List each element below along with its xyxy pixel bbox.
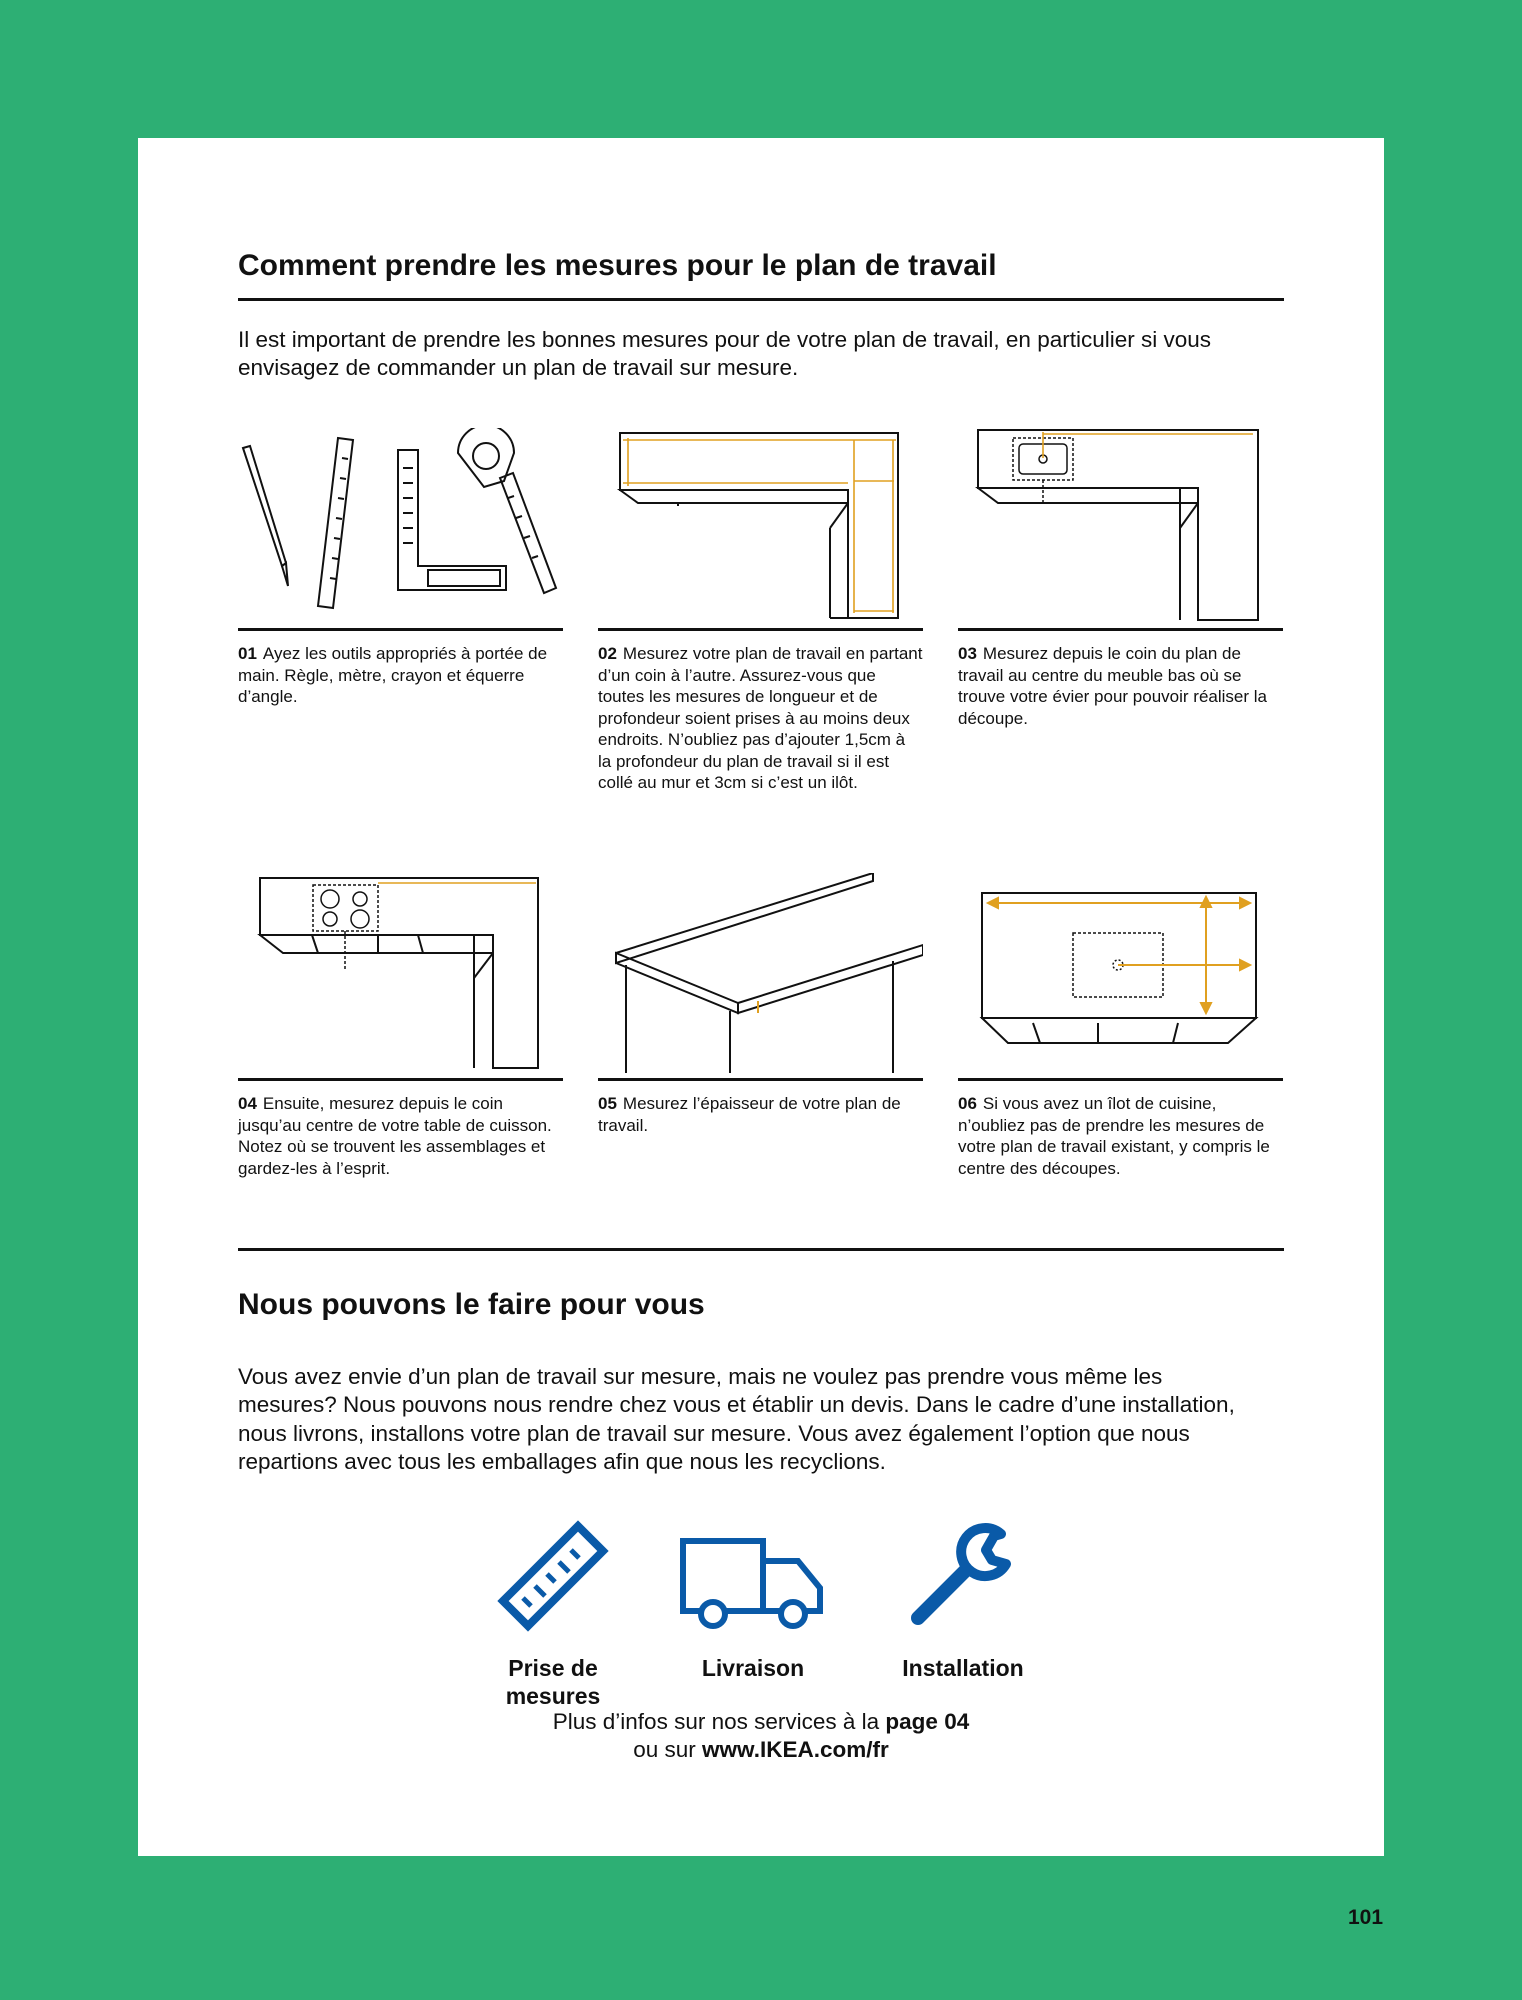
step-divider	[598, 1078, 923, 1081]
page-link[interactable]: page 04	[885, 1709, 970, 1734]
service-measure	[473, 1516, 633, 1710]
page-title: Comment prendre les mesures pour le plan de travail	[238, 249, 997, 282]
step-divider	[958, 1078, 1283, 1081]
truck-icon	[678, 1516, 828, 1636]
page-sheet	[138, 138, 1384, 1856]
island-measure-illustration	[958, 873, 1283, 1078]
tools-illustration	[238, 428, 563, 628]
thickness-illustration	[598, 873, 923, 1078]
content	[238, 248, 1284, 1763]
step-divider	[238, 628, 563, 631]
step-05	[598, 873, 923, 1136]
steps-grid	[238, 428, 1284, 1178]
service-installation	[883, 1516, 1043, 1682]
step-04	[238, 873, 563, 1179]
section-divider	[238, 1248, 1284, 1251]
service-label-line1: Installation	[902, 1655, 1024, 1681]
more-info-text: Plus d’infos sur nos services à la	[552, 1709, 886, 1734]
step-divider	[958, 628, 1283, 631]
more-info	[238, 1708, 1284, 1765]
step-03	[958, 428, 1283, 729]
step-number: 02	[598, 644, 617, 663]
intro-paragraph: Il est important de prendre les bonnes mesures pour de votre plan de travail, en particulier si vous envisagez de commander un plan de travail sur mesure.	[238, 327, 1212, 381]
step-text: Mesurez l’épaisseur de votre plan de travail.	[598, 1094, 901, 1135]
sink-measure-illustration	[958, 428, 1283, 628]
section-title: Nous pouvons le faire pour vous	[238, 1288, 705, 1321]
step-02	[598, 428, 923, 794]
service-label-line1: Livraison	[701, 1655, 805, 1681]
services-row	[473, 1516, 1073, 1710]
step-01	[238, 428, 563, 708]
page-number: 101	[1348, 1906, 1384, 1929]
step-text: Ensuite, mesurez depuis le coin jusqu’au centre de votre table de cuisson. Notez où se trouvent les assemblages et gardez-les à l’esprit.	[238, 1094, 552, 1178]
step-number: 04	[238, 1094, 257, 1113]
step-number: 01	[238, 644, 257, 663]
section-paragraph: Vous avez envie d’un plan de travail sur mesure, mais ne voulez pas prendre vous même les mesures? Nous pouvons nous rendre chez vous et établir un devis. Dans le cadre d’une installation, nous livrons, installons votre plan de travail sur mesure. Vous avez également l’option que nous repartions avec tous les emballages afin que nous les recyclions.	[238, 1364, 1235, 1475]
step-divider	[238, 1078, 563, 1081]
step-text: Si vous avez un îlot de cuisine, n’oubliez pas de prendre les mesures de votre plan de travail existant, y compris le centre des découpes.	[958, 1094, 1270, 1178]
wrench-icon	[903, 1516, 1023, 1636]
more-info-text: ou sur	[633, 1737, 703, 1763]
service-label-line1: Prise de	[508, 1655, 598, 1681]
cooktop-measure-illustration	[238, 873, 563, 1078]
step-number: 03	[958, 644, 977, 663]
l-counter-measure-illustration	[598, 428, 923, 628]
website-link[interactable]: www.IKEA.com/fr	[702, 1737, 889, 1763]
ruler-icon	[493, 1516, 613, 1636]
title-divider	[238, 298, 1284, 301]
step-number: 06	[958, 1094, 977, 1113]
step-06	[958, 873, 1283, 1179]
step-text: Mesurez votre plan de travail en partant d’un coin à l’autre. Assurez-vous que toutes les mesures de longueur et de profondeur soient prises à au moins deux endroits. N’oubliez pas d’ajouter 1,5cm à la profondeur du plan de travail si il est collé au mur et 3cm si c’est un ilôt.	[598, 644, 923, 793]
step-text: Mesurez depuis le coin du plan de travail au centre du meuble bas où se trouve votre évier pour pouvoir réaliser la découpe.	[958, 644, 1267, 728]
step-text: Ayez les outils appropriés à portée de main. Règle, mètre, crayon et équerre d’angle.	[238, 644, 548, 707]
service-label-line2: mesures	[505, 1683, 601, 1710]
step-number: 05	[598, 1094, 617, 1113]
service-delivery	[673, 1516, 833, 1682]
step-divider	[598, 628, 923, 631]
